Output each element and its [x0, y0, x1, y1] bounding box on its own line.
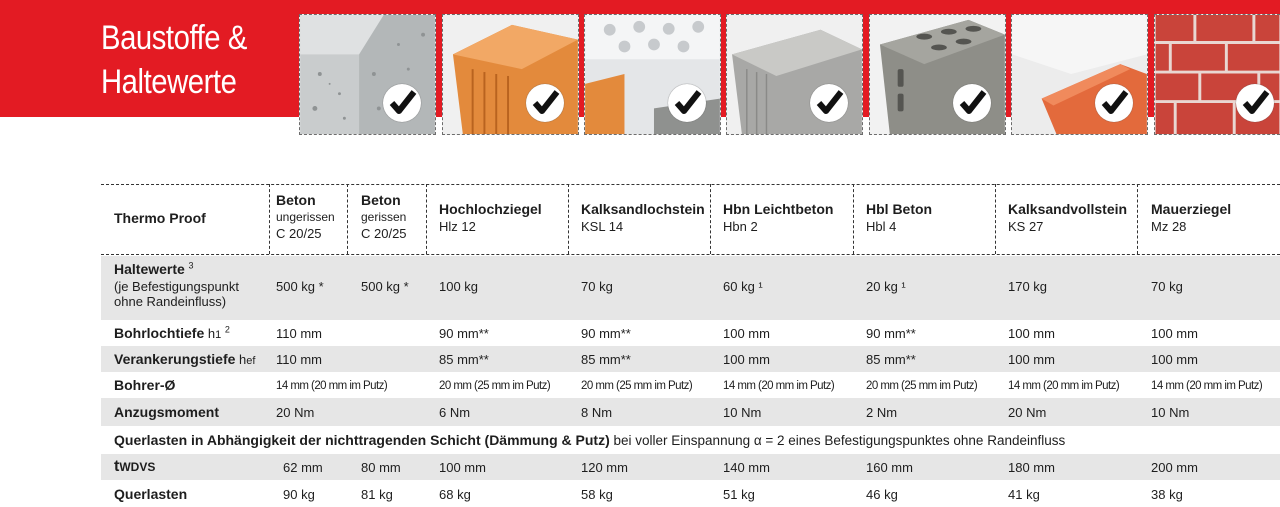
material-tile-kalksandvollstein: [1011, 14, 1148, 135]
table-cell: 51 kg: [723, 487, 755, 502]
table-cell: 90 mm**: [866, 326, 916, 341]
material-tile-concrete: [299, 14, 436, 135]
checkmark-icon: [668, 84, 706, 122]
column-title: Mauerziegel: [1151, 201, 1232, 217]
table-cell: 20 Nm: [1008, 405, 1047, 420]
table-cell: 14 mm (20 mm im Putz): [1008, 380, 1120, 392]
table-cell: 110 mm: [276, 352, 322, 367]
table-cell: 100 mm: [1151, 326, 1198, 341]
column-header-beton-ungerissen: [276, 193, 335, 241]
column-title: Hochlochziegel: [439, 201, 542, 217]
column-title: Kalksandlochstein: [581, 201, 705, 217]
footnote-marker: 2: [224, 324, 230, 335]
table-cell: 70 kg: [1151, 279, 1183, 294]
table-cell: 41 kg: [1008, 487, 1040, 502]
table-cell: 14 mm (20 mm im Putz): [276, 380, 388, 392]
symbol-subscript: ef: [246, 355, 256, 367]
checkmark-icon: [810, 84, 848, 122]
col-divider: [347, 184, 348, 254]
column-header-mauerziegel: [1151, 202, 1231, 234]
column-title: Beton: [276, 192, 316, 208]
col-divider: [426, 184, 427, 254]
table-cell: 38 kg: [1151, 487, 1183, 502]
querlasten-note: [114, 433, 1065, 448]
column-grade: KS 27: [1008, 219, 1044, 234]
row-note: ohne Randeinfluss): [114, 294, 227, 309]
column-title: Hbn Leichtbeton: [723, 201, 834, 217]
table-cell: 10 Nm: [723, 405, 762, 420]
col-divider: [853, 184, 854, 254]
table-cell: 100 mm: [439, 460, 486, 475]
table-cell: 90 mm**: [439, 326, 489, 341]
table-row-bohrlochtiefe: [101, 320, 1280, 346]
column-grade: C 20/25: [276, 226, 322, 241]
column-header-hochlochziegel: [439, 202, 542, 234]
table-cell: 10 Nm: [1151, 405, 1190, 420]
column-grade: KSL 14: [581, 219, 624, 234]
col-divider: [568, 184, 569, 254]
row-label-haltewerte: [114, 262, 239, 309]
table-cell: 46 kg: [866, 487, 898, 502]
symbol: h: [239, 352, 247, 367]
table-cell: 68 kg: [439, 487, 471, 502]
col-divider: [1137, 184, 1138, 254]
table-cell: 20 mm (25 mm im Putz): [439, 380, 551, 392]
row-label-verankerungstiefe: [114, 352, 255, 369]
table-cell: 20 kg ¹: [866, 279, 906, 294]
column-grade: Hlz 12: [439, 219, 476, 234]
table-cell: 80 mm: [361, 460, 401, 475]
material-tile-hbn-leichtbeton: [726, 14, 863, 135]
table-cell: 100 mm: [723, 326, 770, 341]
checkmark-icon: [526, 84, 564, 122]
row-label: Verankerungstiefe: [114, 351, 236, 367]
row-label-bohrlochtiefe: [114, 326, 230, 343]
table-cell: 14 mm (20 mm im Putz): [1151, 380, 1263, 392]
table-row-anzugsmoment: [101, 398, 1280, 426]
table-cell: 110 mm: [276, 326, 322, 341]
table-row-twdvs: [101, 454, 1280, 480]
checkmark-icon: [1236, 84, 1274, 122]
table-cell: 70 kg: [581, 279, 613, 294]
table-cell: 20 mm (25 mm im Putz): [866, 380, 978, 392]
note-text: bei voller Einspannung α = 2 eines Befestigungspunktes ohne Randeinfluss: [609, 433, 1066, 448]
row-label-subscript: WDVS: [119, 460, 156, 474]
corner-label: Thermo Proof: [114, 210, 206, 226]
row-label: Bohrlochtiefe: [114, 325, 205, 341]
table-top-rule: [101, 184, 1280, 185]
row-label-anzugsmoment: Anzugsmoment: [114, 404, 219, 420]
material-tile-kalksandlochstein: [584, 14, 721, 135]
column-grade: Hbl 4: [866, 219, 897, 234]
table-cell: 20 mm (25 mm im Putz): [581, 380, 693, 392]
row-label-bohrer: Bohrer-Ø: [114, 377, 176, 393]
table-cell: 100 mm: [1151, 352, 1198, 367]
column-title: Kalksandvollstein: [1008, 201, 1128, 217]
checkmark-icon: [1095, 84, 1133, 122]
table-cell: 81 kg: [361, 487, 393, 502]
table-cell: 140 mm: [723, 460, 770, 475]
row-label: t: [114, 458, 120, 475]
column-header-beton-gerissen: [361, 193, 407, 241]
material-tile-hbl-beton: [869, 14, 1006, 135]
col-divider: [710, 184, 711, 254]
symbol: h: [207, 326, 216, 341]
table-cell: 62 mm: [283, 460, 323, 475]
footnote-marker: 3: [188, 260, 194, 271]
table-cell: 170 kg: [1008, 279, 1048, 294]
material-tile-hochlochziegel: [442, 14, 579, 135]
table-cell: 90 kg: [283, 487, 315, 502]
table-cell: 180 mm: [1008, 460, 1055, 475]
table-cell: 120 mm: [581, 460, 628, 475]
title-line-1: Baustoffe &: [101, 19, 247, 57]
table-cell: 100 mm: [723, 352, 770, 367]
table-cell: 100 kg: [439, 279, 479, 294]
table-cell: 160 mm: [866, 460, 913, 475]
table-cell: 100 mm: [1008, 352, 1055, 367]
column-grade: Hbn 2: [723, 219, 758, 234]
title-line-2: Haltewerte: [101, 63, 237, 101]
note-bold: Querlasten in Abhängigkeit der nichttragenden Schicht (Dämmung & Putz): [114, 432, 610, 448]
row-label-querlasten: Querlasten: [114, 486, 188, 502]
table-cell: 85 mm**: [439, 352, 489, 367]
row-note: (je Befestigungspunkt: [114, 279, 240, 294]
table-row-querlasten: [101, 480, 1280, 506]
row-label-twdvs: [114, 459, 155, 475]
table-cell: 90 mm**: [581, 326, 631, 341]
column-header-kalksandlochstein: [581, 202, 705, 234]
column-grade: Mz 28: [1151, 219, 1187, 234]
page-title: [101, 16, 247, 104]
table-row-verankerungstiefe: [101, 346, 1280, 372]
table-cell: 85 mm**: [866, 352, 916, 367]
table-cell: 2 Nm: [866, 405, 898, 420]
table-cell: 58 kg: [581, 487, 613, 502]
column-subtitle: gerissen: [361, 210, 407, 224]
column-title: Hbl Beton: [866, 201, 933, 217]
table-cell: 14 mm (20 mm im Putz): [723, 380, 835, 392]
row-label: Haltewerte: [114, 261, 185, 277]
checkmark-icon: [383, 84, 421, 122]
column-subtitle: ungerissen: [276, 210, 335, 224]
table-cell: 200 mm: [1151, 460, 1198, 475]
material-tile-mauerziegel: [1154, 14, 1280, 135]
col-divider: [269, 184, 270, 254]
table-cell: 500 kg *: [361, 279, 409, 294]
column-header-kalksandvollstein: [1008, 202, 1127, 234]
table-cell: 20 Nm: [276, 405, 315, 420]
column-title: Beton: [361, 192, 401, 208]
table-cell: 8 Nm: [581, 405, 613, 420]
table-row-haltewerte: [101, 256, 1280, 320]
checkmark-icon: [953, 84, 991, 122]
table-cell: 60 kg ¹: [723, 279, 763, 294]
table-row-bohrer: [101, 372, 1280, 398]
table-header-rule: [101, 254, 1280, 255]
table-row-querlasten-note: [101, 426, 1280, 454]
column-header-hbl-beton: [866, 202, 932, 234]
table-cell: 500 kg *: [276, 279, 324, 294]
col-divider: [995, 184, 996, 254]
table-cell: 85 mm**: [581, 352, 631, 367]
table-cell: 6 Nm: [439, 405, 471, 420]
column-header-hbn-leichtbeton: [723, 202, 833, 234]
table-cell: 100 mm: [1008, 326, 1055, 341]
column-grade: C 20/25: [361, 226, 407, 241]
symbol-subscript: 1: [215, 329, 222, 341]
